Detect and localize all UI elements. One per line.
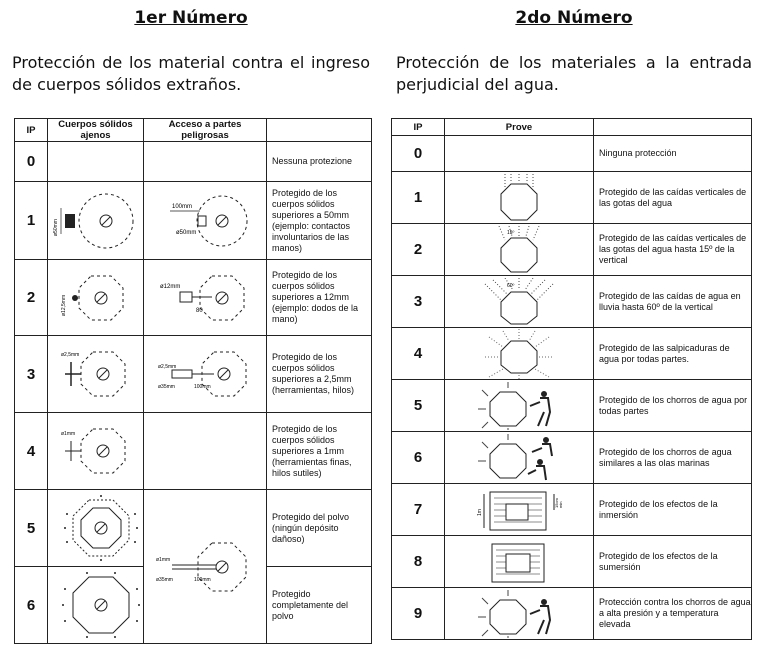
- prove-figure-cell: [445, 224, 594, 276]
- solid-figure-cell: [48, 182, 144, 260]
- prove-figure-cell: [445, 432, 594, 484]
- table-row: [392, 224, 752, 276]
- row-description: Protegido del polvo (ningún depósito dañoso): [267, 490, 372, 567]
- row-description: Protección contra los chorros de agua a alta presión y a temperatura elevada: [594, 588, 752, 640]
- prove-figure-cell: [445, 328, 594, 380]
- finger-probe-diagram: [150, 264, 260, 332]
- right-heading: 2do Número: [515, 8, 633, 28]
- ip-number: 3: [392, 276, 445, 328]
- row-description: Protegido de los cuerpos sólidos superiores a 50mm (ejemplo: contactos involuntarios de las manos): [267, 182, 372, 260]
- row-description: Nessuna protezione: [267, 142, 372, 182]
- table-row: [392, 536, 752, 588]
- solid-figure-cell: [48, 260, 144, 336]
- right-description: Protección de los materiales a la entrada perjudicial del agua.: [396, 53, 752, 94]
- header-prove: Prove: [445, 119, 594, 136]
- table-row: [392, 276, 752, 328]
- ip-number: 0: [392, 136, 445, 172]
- row-description: Protegido de los efectos de la sumersión: [594, 536, 752, 588]
- ip-number: 2: [15, 260, 48, 336]
- table-header-row: [15, 119, 372, 142]
- row-description: Protegido completamente del polvo: [267, 567, 372, 644]
- fig-label: 1m: [477, 508, 483, 516]
- table-row: [15, 142, 372, 182]
- ip-number: 6: [392, 432, 445, 484]
- fig-label: 15cm: [554, 497, 559, 508]
- ip-number: 7: [392, 484, 445, 536]
- prove-figure-cell: [445, 380, 594, 432]
- table-row: [15, 182, 372, 260]
- solid-figure-cell: [48, 336, 144, 413]
- fig-label: ø50mm: [52, 218, 59, 236]
- table-row: [392, 432, 752, 484]
- solid-figure-cell: [48, 567, 144, 644]
- table-row: [392, 588, 752, 640]
- solid-figure-cell: [48, 142, 144, 182]
- rain-60deg-diagram: [479, 278, 559, 326]
- fig-label: ø35mm: [158, 384, 175, 390]
- dust-diagram: [51, 494, 141, 562]
- table-row: [392, 136, 752, 172]
- ip-number: 4: [392, 328, 445, 380]
- header-dangerous-access: Acceso a partes peligrosas: [144, 119, 267, 142]
- ip-number: 5: [15, 490, 48, 567]
- row-description: Protegido de los efectos de la inmersión: [594, 484, 752, 536]
- row-description: Protegido de las caídas verticales de las gotas del agua hasta 15º de la vertical: [594, 224, 752, 276]
- prove-figure-cell: [445, 172, 594, 224]
- fig-label: 80: [196, 307, 203, 314]
- header-solid-bodies: Cuerpos sólidos ajenos: [48, 119, 144, 142]
- header-description: [267, 119, 372, 142]
- row-description: Protegido de las salpicaduras de agua por todas partes.: [594, 328, 752, 380]
- ip-number: 1: [392, 172, 445, 224]
- fig-label: 15º: [507, 229, 515, 236]
- ip-number: 4: [15, 413, 48, 490]
- drops-15deg-diagram: [479, 226, 559, 274]
- prove-figure-cell: [445, 136, 594, 172]
- water-jet-diagram: [474, 382, 564, 430]
- left-description: Protección de los material contra el ingreso de cuerpos sólidos extraños.: [12, 53, 370, 94]
- fig-label: ø1mm: [60, 431, 75, 437]
- header-description: [594, 119, 752, 136]
- ip-first-digit-table: [14, 118, 372, 644]
- left-heading: 1er Número: [134, 8, 248, 28]
- access-figure-cell: [144, 142, 267, 182]
- fig-label: ø2,5mm: [60, 352, 79, 358]
- solid-figure-cell: [48, 490, 144, 567]
- table-row: [392, 328, 752, 380]
- table-row: [15, 413, 372, 490]
- access-figure-cell: [144, 413, 267, 490]
- ip-number: 2: [392, 224, 445, 276]
- fig-label: ø1mm: [156, 556, 171, 563]
- prove-figure-cell: [445, 536, 594, 588]
- fig-label: 60º: [507, 282, 515, 289]
- fig-label: 100mm: [172, 203, 193, 210]
- prove-figure-cell: [445, 484, 594, 536]
- row-description: Protegido de los chorros de agua similares a las olas marinas: [594, 432, 752, 484]
- tool-probe-diagram: [150, 340, 260, 408]
- wire-probe-diagram: [150, 527, 260, 607]
- access-figure-cell: [144, 182, 267, 260]
- prove-figure-cell: [445, 276, 594, 328]
- access-figure-cell: [144, 336, 267, 413]
- sphere-50mm-diagram: [51, 186, 141, 256]
- wire-1mm-diagram: [51, 417, 141, 485]
- header-ip: IP: [15, 119, 48, 142]
- table-row: [15, 260, 372, 336]
- left-section: [12, 0, 370, 100]
- ip-number: 0: [15, 142, 48, 182]
- fig-label: ø50mm: [176, 229, 197, 236]
- access-figure-cell: [144, 260, 267, 336]
- table-header-row: [392, 119, 752, 136]
- right-section: [396, 0, 752, 100]
- fig-label: ø12,5mm: [60, 294, 67, 316]
- row-description: Protegido de los cuerpos sólidos superiores a 2,5mm (herramientas, hilos): [267, 336, 372, 413]
- submersion-diagram: [474, 538, 564, 586]
- ip-number: 1: [15, 182, 48, 260]
- prove-figure-cell: [445, 588, 594, 640]
- fig-label: 100mm: [194, 576, 211, 583]
- fig-label: min: [558, 501, 563, 508]
- row-description: Protegido de los chorros de agua por todas partes: [594, 380, 752, 432]
- table-row: [15, 490, 372, 567]
- wire-2-5mm-diagram: [51, 340, 141, 408]
- table-row: [392, 484, 752, 536]
- sphere-12mm-diagram: [51, 264, 141, 332]
- powerful-jet-diagram: [474, 434, 564, 482]
- access-figure-cell: [144, 490, 267, 644]
- vertical-drops-diagram: [479, 174, 559, 222]
- ip-number: 8: [392, 536, 445, 588]
- fig-label: ø35mm: [156, 576, 173, 583]
- ip-number: 5: [392, 380, 445, 432]
- row-description: Protegido de las caídas de agua en lluvia hasta 60º de la vertical: [594, 276, 752, 328]
- table-row: [392, 380, 752, 432]
- splash-diagram: [479, 329, 559, 379]
- fig-label: ø2,5mm: [158, 364, 177, 370]
- ip-number: 9: [392, 588, 445, 640]
- immersion-diagram: [474, 486, 564, 534]
- dust-tight-diagram: [51, 571, 141, 639]
- row-description: Ninguna protección: [594, 136, 752, 172]
- probe-100mm-diagram: [150, 186, 260, 256]
- table-row: [392, 172, 752, 224]
- solid-figure-cell: [48, 413, 144, 490]
- row-description: Protegido de los cuerpos sólidos superiores a 1mm (herramientas finas, hilos sutiles): [267, 413, 372, 490]
- ip-second-digit-table: [391, 118, 752, 640]
- high-pressure-jet-diagram: [474, 590, 564, 638]
- header-ip: IP: [392, 119, 445, 136]
- ip-number: 3: [15, 336, 48, 413]
- row-description: Protegido de los cuerpos sólidos superiores a 12mm (ejemplo: dodos de la mano): [267, 260, 372, 336]
- ip-number: 6: [15, 567, 48, 644]
- row-description: Protegido de las caídas verticales de las gotas del agua: [594, 172, 752, 224]
- fig-label: 100mm: [194, 384, 211, 390]
- fig-label: ø12mm: [160, 283, 181, 290]
- table-row: [15, 336, 372, 413]
